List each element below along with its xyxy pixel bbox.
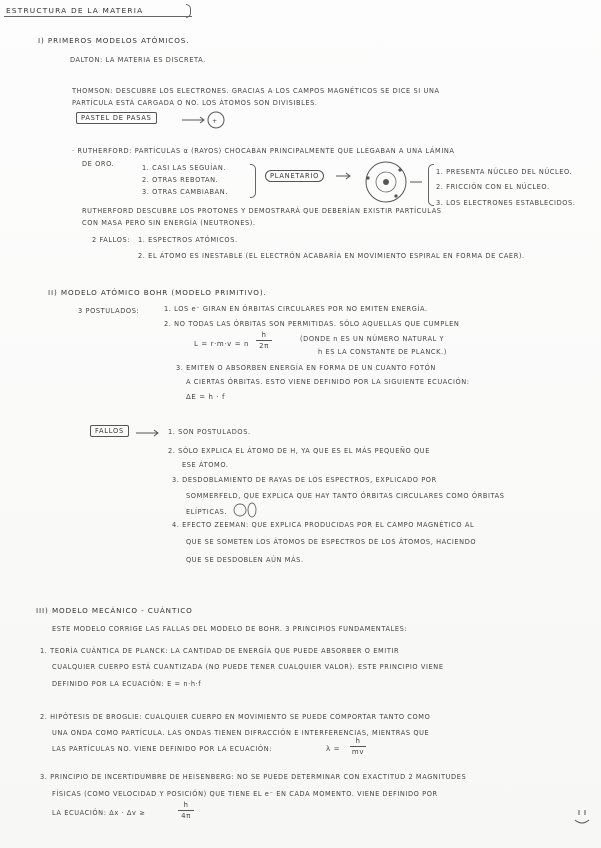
- fraction-numerator: h: [355, 737, 361, 745]
- principle-1-line-3: DEFINIDO POR LA ECUACIÓN: E = n·h·f: [52, 680, 202, 688]
- principle-3-line-1: 3. PRINCIPIO DE INCERTIDUMBRE DE HEISENBERG: NO SE PUEDE DETERMINAR CON EXACTITUD 2 MAGNITUDES: [40, 773, 467, 781]
- principle-3-line-2: FÍSICAS (COMO VELOCIDAD Y POSICIÓN) QUE TIENE EL e⁻ EN CADA MOMENTO. VIENE DEFINIDO POR: [52, 790, 438, 798]
- pastel-de-pasas-box: PASTEL DE PASAS: [76, 112, 157, 124]
- postulado-2-line-1: 2. NO TODAS LAS ÓRBITAS SON PERMITIDAS. SÓLO AQUELLAS QUE CUMPLEN: [164, 320, 460, 328]
- dalton-line: DALTON: LA MATERIA ES DISCRETA.: [70, 56, 206, 64]
- thomson-arrow-atom: [182, 112, 232, 132]
- fallo-bohr-2-line-2: ESE ÁTOMO.: [182, 461, 229, 469]
- rutherford-items-bracket: [250, 164, 256, 198]
- principle-2-line-1: 2. HIPÓTESIS DE BROGLIE: CUALQUIER CUERPO EN MOVIMIENTO SE PUEDE COMPORTAR TANTO COMO: [40, 713, 431, 721]
- postulado-2-line-3: h ES LA CONSTANTE DE PLANCK.): [318, 348, 447, 356]
- rutherford-line-2: DE ORO.: [82, 160, 115, 168]
- section-1-header: I) PRIMEROS MODELOS ATÓMICOS.: [38, 36, 190, 45]
- fallos-arrow: [136, 428, 164, 438]
- section-3-intro: ESTE MODELO CORRIGE LAS FALLAS DEL MODELO DE BOHR. 3 PRINCIPIOS FUNDAMENTALES:: [52, 625, 408, 633]
- fallo-bohr-4-line-2: QUE SE SOMETEN LOS ÁTOMOS DE ESPECTROS DE LOS ÁTOMOS, HACIENDO: [186, 538, 477, 546]
- de-broglie-fraction: [350, 737, 366, 756]
- angular-momentum-formula: L = r·m·v = n: [194, 340, 250, 348]
- principle-1-line-2: CUALQUIER CUERPO ESTÁ CUANTIZADA (NO PUEDE TENER CUALQUIER VALOR). ESTE PRINCIPIO VIENE: [52, 663, 444, 671]
- rutherford-para-1: RUTHERFORD DESCUBRE LOS PROTONES Y DEMOSTRARÁ QUE DEBERÍAN EXISTIR PARTÍCULAS: [82, 207, 442, 215]
- principle-3-line-3: LA ECUACIÓN: Δx · Δv ≥: [52, 809, 146, 817]
- rutherford-fallo-2: 2. EL ÁTOMO ES INESTABLE (EL ELECTRÓN ACABARÍA EN MOVIMIENTO ESPIRAL EN FORMA DE CAER).: [138, 252, 525, 260]
- fraction-numerator: h: [261, 331, 267, 339]
- svg-text:+: +: [212, 118, 218, 125]
- fraction-numerator: h: [183, 801, 189, 809]
- page-title: ESTRUCTURA DE LA MATERIA: [6, 6, 144, 15]
- rutherford-right-bracket: [428, 164, 434, 206]
- heisenberg-fraction: [178, 801, 194, 820]
- postulado-3-line-2: A CIERTAS ÓRBITAS. ESTO VIENE DEFINIDO POR LA SIGUIENTE ECUACIÓN:: [186, 378, 470, 386]
- postulado-1: 1. LOS e⁻ GIRAN EN ÓRBITAS CIRCULARES POR NO EMITEN ENERGÍA.: [164, 305, 428, 313]
- rutherford-item-1: 1. CASI LAS SEGUÍAN.: [142, 164, 227, 172]
- rutherford-right-1: 1. PRESENTA NÚCLEO DEL NÚCLEO.: [436, 168, 573, 176]
- h-over-2pi-fraction: [256, 331, 272, 350]
- rutherford-item-2: 2. OTRAS REBOTAN.: [142, 176, 219, 184]
- rutherford-fallos-label: 2 FALLOS:: [92, 236, 131, 244]
- fraction-bar: [256, 340, 272, 341]
- rutherford-right-2: 2. FRICCIÓN CON EL NÚCLEO.: [436, 183, 550, 191]
- rutherford-item-3: 3. OTRAS CAMBIABAN.: [142, 188, 228, 196]
- fallo-bohr-3-line-2: SOMMERFELD, QUE EXPLICA QUE HAY TANTO ÓRBITAS CIRCULARES COMO ÓRBITAS: [186, 492, 505, 500]
- fallo-bohr-4-line-1: 4. EFECTO ZEEMAN: QUE EXPLICA PRODUCIDAS POR EL CAMPO MAGNÉTICO AL: [172, 521, 475, 529]
- fraction-denominator: 4π: [181, 812, 191, 820]
- fraction-bar: [350, 746, 366, 747]
- fraction-denominator: mv: [351, 748, 365, 756]
- fallos-box: FALLOS: [90, 425, 129, 437]
- rutherford-para-2: CON MASA PERO SIN ENERGÍA (NEUTRONES).: [82, 219, 256, 227]
- fraction-bar: [178, 810, 194, 811]
- principle-2-line-3: LAS PARTÍCULAS NO. VIENE DEFINIDO POR LA ECUACIÓN:: [52, 745, 273, 753]
- smiley-doodle-icon: [572, 808, 592, 826]
- fallo-bohr-3-line-3: ELÍPTICAS.: [186, 508, 228, 516]
- section-2-header: II) MODELO ATÓMICO BOHR (MODELO PRIMITIVO).: [48, 288, 267, 297]
- section-3-header: III) MODELO MECÁNICO - CUÁNTICO: [36, 606, 193, 615]
- rutherford-fallo-1: 1. ESPECTROS ATÓMICOS.: [138, 236, 238, 244]
- de-broglie-lambda: λ =: [326, 745, 341, 753]
- postulado-3-line-1: 3. EMITEN O ABSORBEN ENERGÍA EN FORMA DE UN CUANTO FOTÓN: [176, 364, 436, 372]
- postulado-2-line-2: (DONDE n ES UN NÚMERO NATURAL Y: [300, 335, 445, 343]
- thomson-line-2: PARTÍCULA ESTÁ CARGADA O NO. LOS ÁTOMOS SON DIVISIBLES.: [72, 99, 318, 107]
- fraction-denominator: 2π: [259, 342, 269, 350]
- rutherford-right-3: 3. LOS ELECTRONES ESTABLECIDOS.: [436, 199, 576, 207]
- energy-formula: ΔE = h · f: [186, 393, 226, 401]
- principle-1-line-1: 1. TEORÍA CUÁNTICA DE PLANCK: LA CANTIDAD DE ENERGÍA QUE PUEDE ABSORBER O EMITIR: [40, 647, 400, 655]
- postulados-label: 3 POSTULADOS:: [78, 307, 140, 315]
- fallo-bohr-1: 1. SON POSTULADOS.: [168, 428, 251, 436]
- rutherford-line-1: · RUTHERFORD: PARTÍCULAS α (RAYOS) CHOCABAN PRINCIPALMENTE QUE LLEGABAN A UNA LÁMINA: [72, 147, 455, 155]
- fallo-bohr-3-line-1: 3. DESDOBLAMIENTO DE RAYAS DE LOS ESPECTROS, EXPLICADO POR: [172, 476, 437, 484]
- elliptical-orbit-icon: [232, 502, 260, 518]
- planetario-box: PLANETARIO: [265, 170, 324, 182]
- fallo-bohr-4-line-3: QUE SE DESDOBLEN AÚN MÁS.: [186, 556, 304, 564]
- thomson-line-1: THOMSON: DESCUBRE LOS ELECTRONES. GRACIAS A LOS CAMPOS MAGNÉTICOS SE DICE SI UNA: [72, 87, 440, 95]
- title-underline: [4, 16, 192, 17]
- principle-2-line-2: UNA ONDA COMO PARTÍCULA. LAS ONDAS TIENEN DIFRACCIÓN E INTERFERENCIAS, MIENTRAS QUE: [52, 729, 430, 737]
- fallo-bohr-2-line-1: 2. SÓLO EXPLICA EL ÁTOMO DE H, YA QUE ES EL MÁS PEQUEÑO QUE: [168, 447, 430, 455]
- planetary-atom-diagram: [336, 160, 426, 206]
